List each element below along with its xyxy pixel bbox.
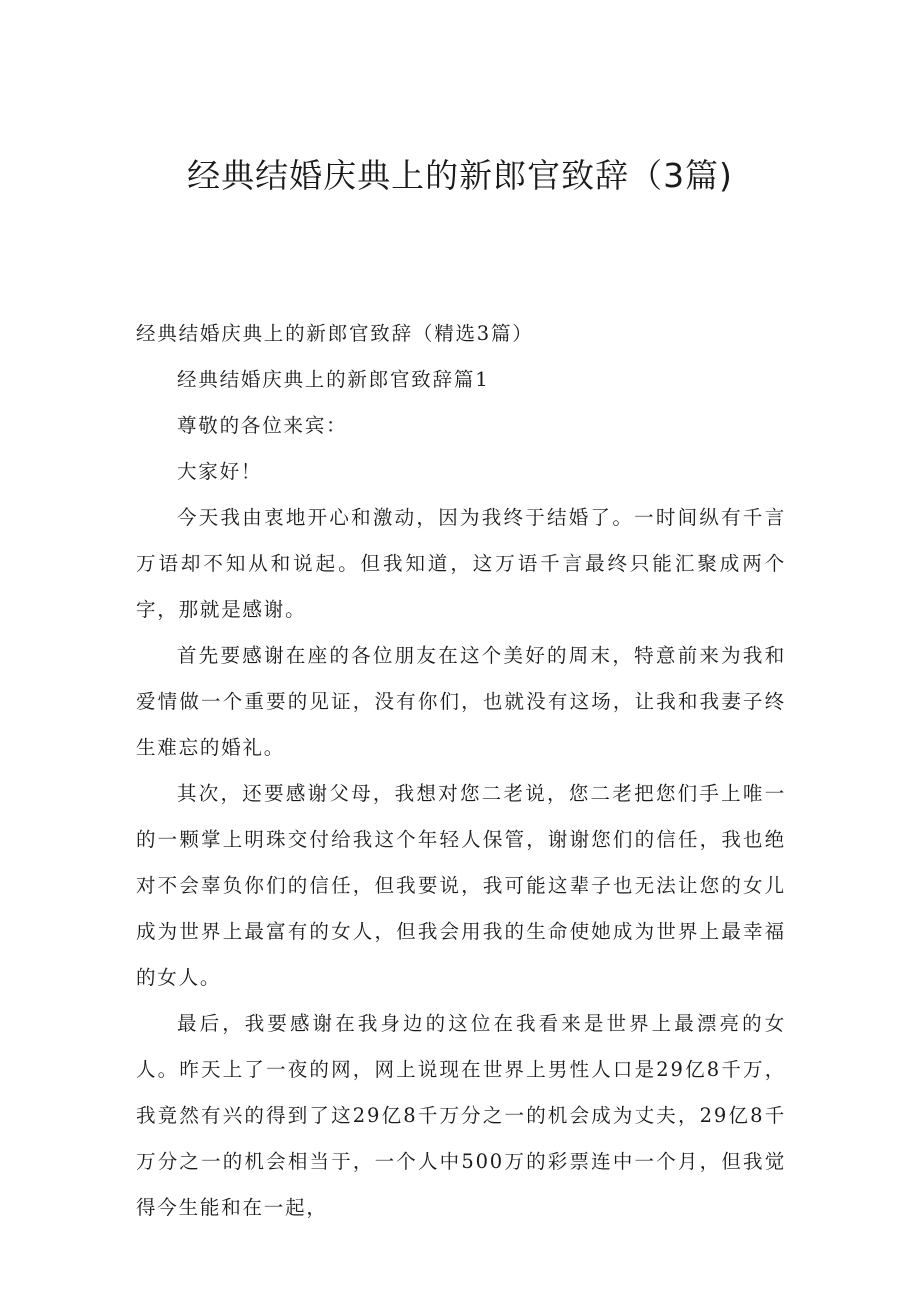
subtitle: 经典结婚庆典上的新郎官致辞（精选3篇） <box>136 322 534 345</box>
greeting-line-2: 大家好！ <box>177 460 263 483</box>
paragraph-4: 最后，我要感谢在我身边的这位在我看来是世界上最漂亮的女人。昨天上了一夜的网，网上说现在世界上男性人口是29亿8千万，我竟然有兴的得到了这29亿8千万分之一的机会成为丈夫，29亿8千万分之一的机会相当于，一个人中500万的彩票连中一个月，但我觉得今生能和在一起， <box>136 1012 786 1219</box>
paragraph-2: 首先要感谢在座的各位朋友在这个美好的周末，特意前来为我和爱情做一个重要的见证，没有你们，也就没有这场，让我和我妻子终生难忘的婚礼。 <box>136 644 786 759</box>
paragraph-3: 其次，还要感谢父母，我想对您二老说，您二老把您们手上唯一的一颗掌上明珠交付给我这个年轻人保管，谢谢您们的信任，我也绝对不会辜负你们的信任，但我要说，我可能这辈子也无法让您的女儿成为世界上最富有的女人，但我会用我的生命使她成为世界上最幸福的女人。 <box>136 782 786 989</box>
document-body <box>136 311 786 1231</box>
section-heading: 经典结婚庆典上的新郎官致辞篇1 <box>177 368 490 391</box>
greeting-line-1: 尊敬的各位来宾： <box>177 414 348 437</box>
paragraph-1: 今天我由衷地开心和激动，因为我终于结婚了。一时间纵有千言万语却不知从和说起。但我知道，这万语千言最终只能汇聚成两个字，那就是感谢。 <box>136 506 786 621</box>
document-title: 经典结婚庆典上的新郎官致辞（3篇) <box>187 156 733 195</box>
